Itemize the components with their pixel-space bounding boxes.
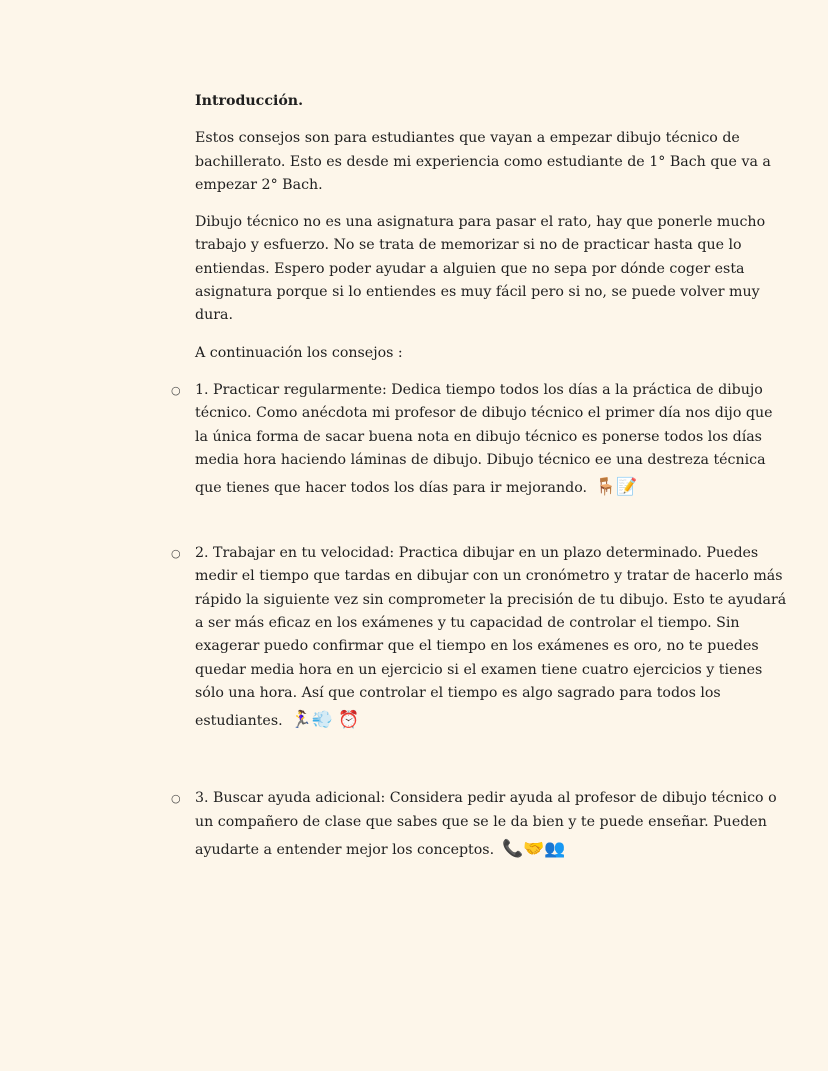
paragraph-line: bachillerato. Esto es desde mi experiencia como estudiante de 1° Bach que va a: [195, 153, 771, 170]
emoji-icons: 🪑📝: [595, 477, 638, 498]
line-text: estudiantes.: [195, 713, 283, 730]
list-item-line: [195, 542, 759, 565]
line-text: técnico. Como anécdota mi profesor de dibujo técnico el primer día nos dijo que: [195, 405, 773, 422]
paragraph-line: trabajo y esfuerzo. No se trata de memorizar si no de practicar hasta que lo: [195, 237, 742, 254]
paragraph: [195, 211, 766, 327]
line-text: 1. Practicar regularmente: Dedica tiempo todos los días a la práctica de dibujo: [195, 381, 763, 398]
list-item-line: [195, 449, 766, 472]
list-item: [171, 542, 787, 735]
list-item-line: [195, 682, 755, 705]
paragraph: [195, 342, 755, 365]
list-item-line: [195, 612, 755, 635]
list-item-line: [195, 659, 763, 682]
bullet-icon: ○: [171, 383, 181, 397]
list-item-line: [195, 705, 755, 735]
list-item-line: [195, 834, 755, 864]
line-text: 3. Buscar ayuda adicional: Considera pedir ayuda al profesor de dibujo técnico o: [195, 790, 777, 807]
emoji-icons: 📞🤝👥: [502, 838, 566, 859]
line-text: exagerar puedo confirmar que el tiempo en los exámenes es oro, no te puedes: [195, 638, 759, 655]
list-item-line: [195, 472, 755, 502]
line-text: que tienes que hacer todos los días para ir mejorando.: [195, 480, 588, 497]
line-text: rápido la siguiente vez sin comprometer la precisión de tu dibujo. Esto te ayudará: [195, 591, 787, 608]
paragraph-line: Estos consejos son para estudiantes que vayan a empezar dibujo técnico de: [195, 130, 740, 147]
line-text: sólo una hora. Así que controlar el tiempo es algo sagrado para todos los: [195, 684, 721, 701]
bullet-icon: ○: [171, 792, 181, 806]
emoji-icons: 🏃‍♀️💨 ⏰: [290, 710, 360, 731]
list-item-line: [195, 635, 759, 658]
line-text: la única forma de sacar buena nota en dibujo técnico es ponerse todos los días: [195, 428, 762, 445]
paragraph-line: A continuación los consejos :: [195, 344, 403, 361]
paragraph-line: entiendas. Espero poder ayudar a alguien que no sepa por dónde coger esta: [195, 260, 745, 277]
list-item-line: [195, 589, 787, 612]
bullet-icon: ○: [171, 547, 181, 561]
line-text: medir el tiempo que tardas en dibujar con un cronómetro y tratar de hacerlo más: [195, 568, 783, 585]
paragraph: [195, 127, 771, 197]
list-item-line: [195, 426, 762, 449]
paragraph-line: Dibujo técnico no es una asignatura para pasar el rato, hay que ponerle mucho: [195, 214, 766, 231]
document-body: [171, 90, 787, 864]
paragraph-line: asignatura porque si lo entiendes es muy fácil pero si no, se puede volver muy: [195, 284, 760, 301]
line-text: un compañero de clase que sabes que se le da bien y te puede enseñar. Pueden: [195, 813, 767, 830]
line-text: ayudarte a entender mejor los conceptos.: [195, 841, 495, 858]
list-item-line: [195, 565, 783, 588]
line-text: 2. Trabajar en tu velocidad: Practica dibujar en un plazo determinado. Puedes: [195, 545, 759, 562]
paragraph-line: dura.: [195, 307, 233, 324]
line-text: quedar media hora en un ejercicio si el examen tiene cuatro ejercicios y tienes: [195, 661, 763, 678]
paragraph-line: empezar 2° Bach.: [195, 176, 323, 193]
list-item-line: [195, 787, 777, 810]
list-item: [171, 379, 773, 502]
line-text: media hora haciendo láminas de dibujo. Dibujo técnico ee una destreza técnica: [195, 451, 766, 468]
line-text: a ser más eficaz en los exámenes y tu capacidad de controlar el tiempo. Sin: [195, 615, 740, 632]
list-item-line: [195, 811, 767, 834]
section-title: Introducción.: [195, 93, 304, 109]
list-item-line: [195, 402, 773, 425]
list-item-line: [195, 379, 763, 402]
list-item: [171, 787, 777, 864]
